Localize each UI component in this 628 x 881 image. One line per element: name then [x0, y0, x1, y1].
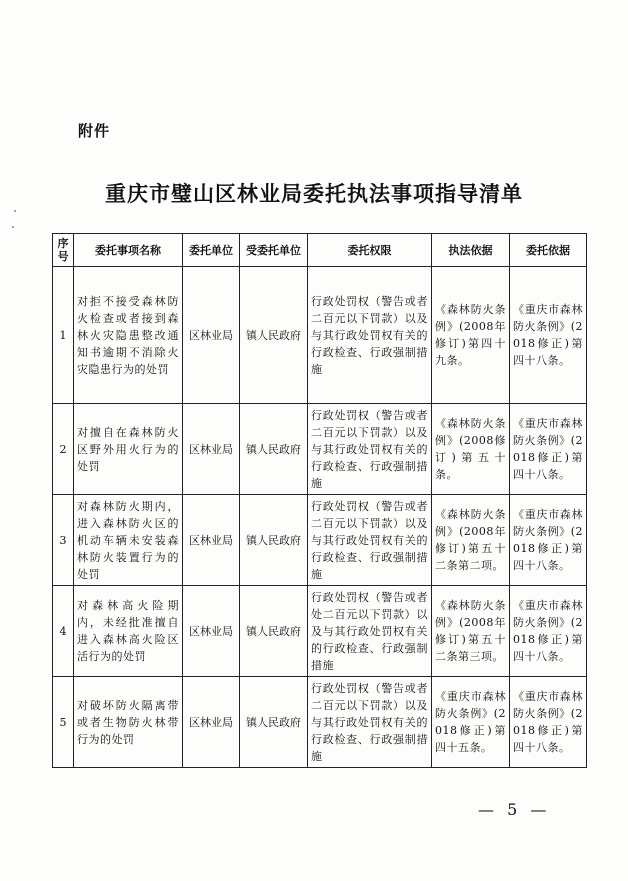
cell-authority: 行政处罚权（警告或者处二百元以下罚款）以及与其行政处罚权有关的行政检查、行政强制措施 [308, 586, 432, 677]
delegation-table [52, 233, 587, 768]
header-law-basis: 执法依据 [432, 234, 510, 267]
cell-no: 2 [53, 404, 74, 495]
cell-authority: 行政处罚权（警告或者二百元以下罚款）以及与其行政处罚权有关的行政检查、行政强制措施 [308, 404, 432, 495]
cell-delegation-basis: 《重庆市森林防火条例》(2018修正)第四十八条。 [510, 404, 587, 495]
cell-law-basis: 《森林防火条例》(2008年修订)第四十九条。 [432, 267, 510, 404]
cell-delegator: 区林业局 [183, 586, 240, 677]
cell-item: 对破坏防火隔离带或者生物防火林带行为的处罚 [74, 677, 183, 768]
cell-no: 4 [53, 586, 74, 677]
cell-authority: 行政处罚权（警告或者二百元以下罚款）以及与其行政处罚权有关的行政检查、行政强制措施 [308, 677, 432, 768]
page-title: 重庆市璧山区林业局委托执法事项指导清单 [105, 181, 523, 206]
cell-delegator: 区林业局 [183, 267, 240, 404]
table-row [53, 495, 587, 586]
page-number: — 5 — [478, 800, 551, 819]
cell-delegator: 区林业局 [183, 677, 240, 768]
cell-no: 5 [53, 677, 74, 768]
scan-speck [12, 226, 14, 228]
cell-delegation-basis: 《重庆市森林防火条例》(2018修正)第四十八条。 [510, 495, 587, 586]
cell-delegation-basis: 《重庆市森林防火条例》(2018修正)第四十八条。 [510, 267, 587, 404]
cell-law-basis: 《重庆市森林防火条例》(2018修正)第四十五条。 [432, 677, 510, 768]
table-row [53, 677, 587, 768]
cell-no: 3 [53, 495, 74, 586]
header-item: 委托事项名称 [74, 234, 183, 267]
cell-item: 对拒不接受森林防火检查或者接到森林火灾隐患整改通知书逾期不消除火灾隐患行为的处罚 [74, 267, 183, 404]
cell-delegate: 镇人民政府 [240, 586, 308, 677]
table-row [53, 267, 587, 404]
header-authority: 委托权限 [308, 234, 432, 267]
cell-delegate: 镇人民政府 [240, 404, 308, 495]
cell-law-basis: 《森林防火条例》(2008年修订)第五十二条第二项。 [432, 495, 510, 586]
attachment-label: 附件 [78, 122, 111, 140]
cell-delegate: 镇人民政府 [240, 267, 308, 404]
cell-law-basis: 《森林防火条例》(2008修订)第五十条。 [432, 404, 510, 495]
cell-delegation-basis: 《重庆市森林防火条例》(2018修正)第四十八条。 [510, 586, 587, 677]
cell-item: 对森林防火期内，进入森林防火区的机动车辆未安装森林防火装置行为的处罚 [74, 495, 183, 586]
table-header-row [53, 234, 587, 267]
header-no: 序号 [53, 234, 74, 267]
header-delegate: 受委托单位 [240, 234, 308, 267]
cell-law-basis: 《森林防火条例》(2008年修订)第五十二条第三项。 [432, 586, 510, 677]
cell-delegation-basis: 《重庆市森林防火条例》(2018修正)第四十八条。 [510, 677, 587, 768]
header-delegator: 委托单位 [183, 234, 240, 267]
cell-delegator: 区林业局 [183, 495, 240, 586]
header-delegation-basis: 委托依据 [510, 234, 587, 267]
cell-delegate: 镇人民政府 [240, 495, 308, 586]
cell-item: 对森林高火险期内，未经批准擅自进入森林高火险区活行为的处罚 [74, 586, 183, 677]
cell-item: 对擅自在森林防火区野外用火行为的处罚 [74, 404, 183, 495]
cell-authority: 行政处罚权（警告或者二百元以下罚款）以及与其行政处罚权有关的行政检查、行政强制措施 [308, 495, 432, 586]
scan-speck [14, 210, 16, 212]
cell-no: 1 [53, 267, 74, 404]
cell-delegator: 区林业局 [183, 404, 240, 495]
cell-authority: 行政处罚权（警告或者二百元以下罚款）以及与其行政处罚权有关的行政检查、行政强制措施 [308, 267, 432, 404]
table-row [53, 404, 587, 495]
table-row [53, 586, 587, 677]
cell-delegate: 镇人民政府 [240, 677, 308, 768]
